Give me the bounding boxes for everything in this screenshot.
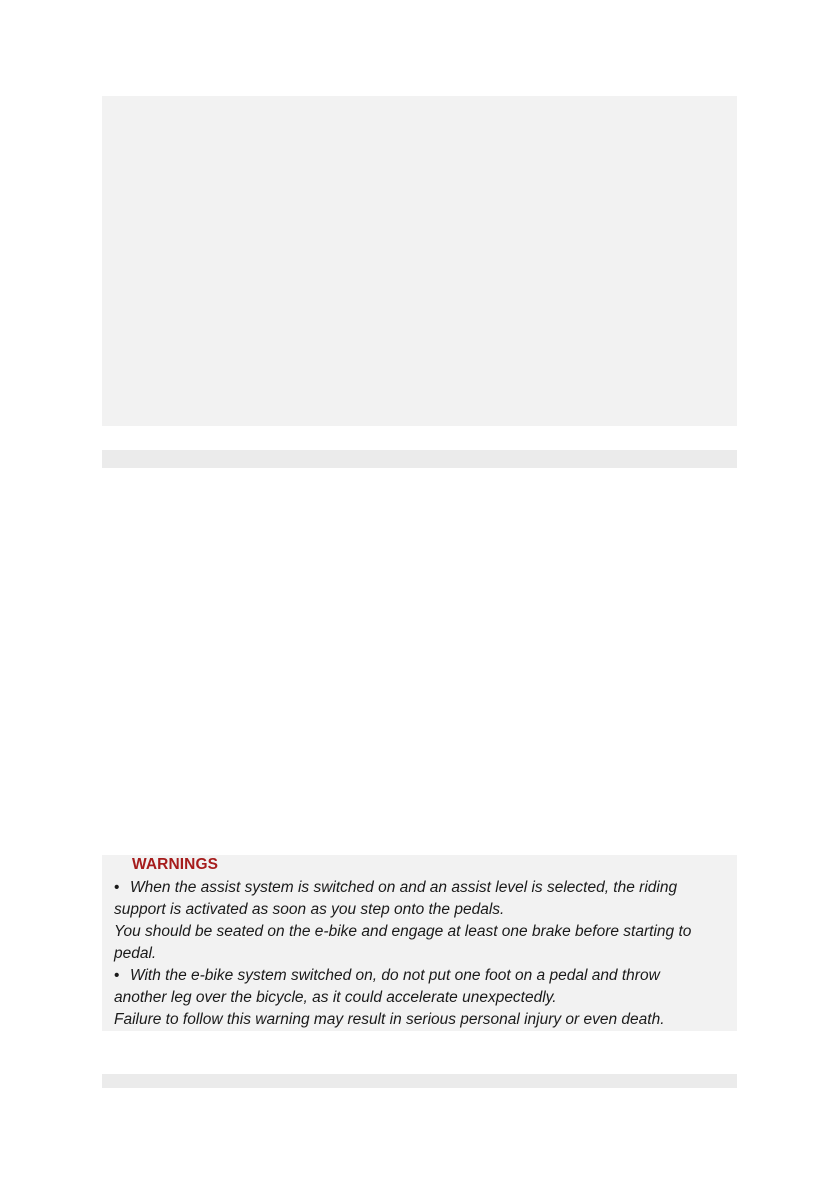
warning-line: • With the e-bike system switched on, do not put one foot on a pedal and throw	[114, 965, 734, 987]
warning-line: Failure to follow this warning may result in serious personal injury or even death.	[114, 1011, 665, 1028]
image-placeholder-panel	[102, 96, 737, 426]
warning-line: • When the assist system is switched on and an assist level is selected, the riding	[114, 877, 734, 899]
warnings-box	[102, 855, 737, 1031]
warnings-title: WARNINGS	[132, 856, 219, 873]
warning-line: another leg over the bicycle, as it could accelerate unexpectedly.	[114, 989, 557, 1006]
warning-line: You should be seated on the e-bike and engage at least one brake before starting to	[114, 923, 692, 940]
footer-bar	[102, 1074, 737, 1088]
warning-line: pedal.	[114, 945, 157, 962]
section-divider-bar	[102, 450, 737, 468]
warnings-text	[114, 877, 734, 1031]
bullet-marker: •	[114, 967, 120, 984]
bullet-marker: •	[114, 879, 120, 896]
warning-line: support is activated as soon as you step onto the pedals.	[114, 901, 505, 918]
